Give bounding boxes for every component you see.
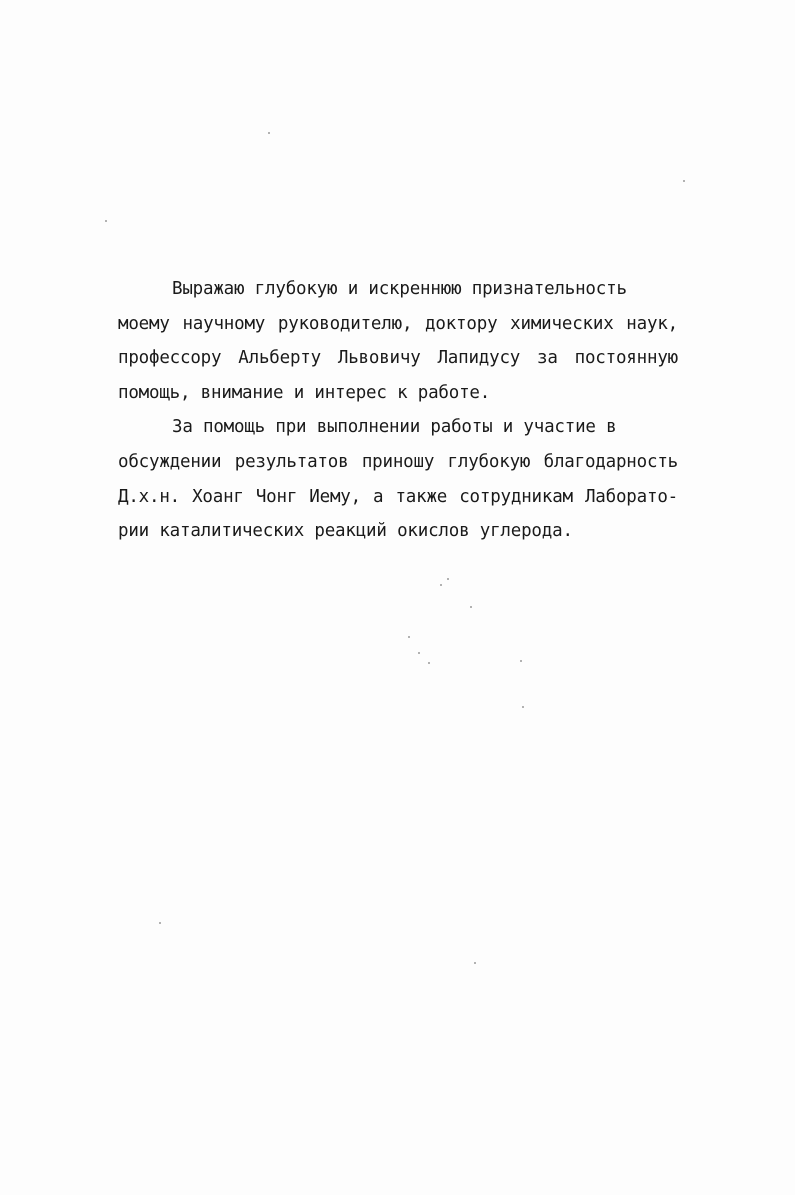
scan-speck bbox=[683, 180, 685, 182]
text-line: помощь, внимание и интерес к работе. bbox=[118, 382, 491, 403]
scan-speck bbox=[447, 578, 449, 580]
scan-speck bbox=[418, 652, 420, 654]
scan-speck bbox=[408, 636, 410, 638]
scan-speck bbox=[159, 922, 161, 924]
text-line: моему научному руководителю, доктору химических наук, bbox=[118, 313, 678, 334]
scan-speck bbox=[440, 584, 442, 586]
scan-speck bbox=[470, 606, 472, 608]
text-line: За помощь при выполнении работы и участие в bbox=[172, 417, 617, 438]
scan-speck bbox=[268, 132, 270, 134]
text-line: профессору Альберту Львовичу Лапидусу за постоянную bbox=[118, 348, 678, 369]
scan-speck bbox=[522, 706, 524, 708]
paragraph-2 bbox=[118, 410, 678, 548]
paragraph-1 bbox=[118, 272, 678, 410]
text-line: обсуждении результатов приношу глубокую благодарность bbox=[118, 451, 678, 472]
scan-speck bbox=[474, 962, 476, 964]
acknowledgement-text bbox=[118, 272, 678, 549]
scan-speck bbox=[520, 660, 522, 662]
text-line: Д.х.н. Хоанг Чонг Иему, а также сотрудникам Лаборато- bbox=[118, 486, 678, 507]
text-line: Выражаю глубокую и искреннюю признательность bbox=[172, 279, 627, 299]
scan-speck bbox=[105, 220, 107, 222]
text-line: рии каталитических реакций окислов углерода. bbox=[118, 521, 573, 542]
scan-speck bbox=[428, 662, 430, 664]
